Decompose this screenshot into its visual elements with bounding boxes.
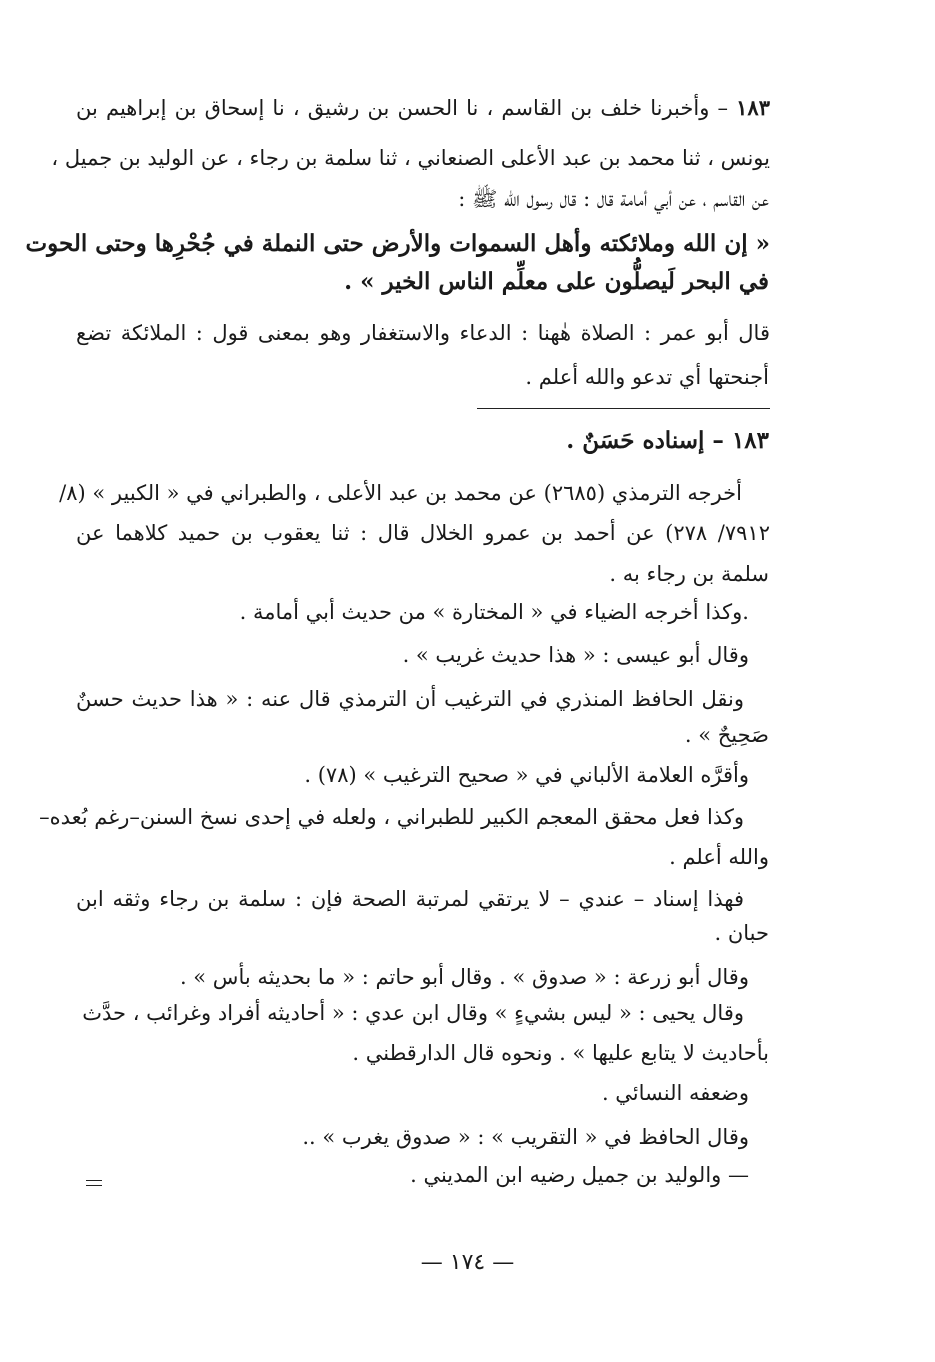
footnote-line-10: والله أعلم . [669, 845, 769, 869]
footnote-line-2: ٧٩١٢/ ٢٧٨) عن أحمد بن عمرو الخلال قال : ثنا يعقوب بن حميد كلاهما عن [76, 521, 770, 545]
footnote-line-14: وقال يحيى : « ليس بشيءٍ » وقال ابن عدي : « أحاديثه أفراد وغرائب ، حدَّث [82, 1001, 744, 1025]
footnote-line-6: ونقل الحافظ المنذري في الترغيب أن الترمذي قال عنه : « هذا حديث حسنٌ [76, 687, 744, 711]
page-number: — ١٧٤ — [420, 1250, 515, 1275]
footnote-line-8: وأقرَّه العلامة الألباني في « صحيح الترغيب » (٧٨) . [304, 763, 749, 787]
commentary-line-2: أجنحتها أي تدعو والله أعلم . [525, 365, 769, 389]
footnote-line-12: حبان . [714, 921, 769, 945]
footnote-line-15: بأحاديث لا يتابع عليها » . ونحوه قال الدارقطني . [352, 1041, 769, 1065]
hadith-number: ١٨٣ [736, 95, 770, 120]
hadith-line-2: يونس ، ثنا محمد بن عبد الأعلى الصنعاني ، ثنا سلمة بن رجاء ، عن الوليد بن جميل ، [51, 146, 770, 170]
footnote-separator [477, 408, 770, 409]
hadith-line-1: ١٨٣ – وأخبرنا خلف بن القاسم ، نا الحسن بن رشيق ، نا إسحاق بن إبراهيم بن [76, 95, 770, 120]
footnote-line-11: فهذا إسناد – عندي – لا يرتقي لمرتبة الصحة فإن : سلمة بن رجاء وثقه ابن [76, 887, 744, 911]
footnote-line-5: وقال أبو عيسى : « هذا حديث غريب » . [402, 643, 749, 667]
footnote-line-3: سلمة بن رجاء به . [609, 562, 769, 586]
hadith-line-3: عن القاسم ، عن أبي أمامة قال : قال رسول الله ﷺ : [458, 187, 769, 211]
footnote-line-16: وضعفه النسائي . [601, 1081, 749, 1105]
footnote-line-18: — والوليد بن جميل رضيه ابن المديني . [410, 1163, 749, 1187]
footnote-line-1: أخرجه الترمذي (٢٦٨٥) عن محمد بن عبد الأعلى ، والطبراني في « الكبير » (٨/ [59, 481, 742, 505]
footnote-heading: ١٨٣ – إسناده حَسَنٌ . [566, 427, 769, 454]
hadith-text-line-1: « إن الله وملائكته وأهل السموات والأرض حتى النملة في جُحْرِها وحتى الحوت [25, 230, 770, 257]
footnote-line-9: وكذا فعل محقق المعجم الكبير للطبراني ، ولعله في إحدى نسخ السنن–رغم بُعده– [39, 805, 744, 829]
commentary-line-1: قال أبو عمر : الصلاة هٰهنا : الدعاء والاستغفار وهو بمعنى قول : الملائكة تضع [76, 321, 770, 345]
hadith-text-line-2: في البحر لَيصلُّون على معلِّم الناس الخير » . [344, 268, 769, 295]
footnote-line-7: صَحِيحٌ » . [684, 723, 769, 747]
footnote-line-17: وقال الحافظ في « التقريب » : « صدوق يغرب » .. [302, 1125, 749, 1149]
footnote-line-13: وقال أبو زرعة : « صدوق » . وقال أبو حاتم : « ما بحديثه بأس » . [179, 965, 749, 989]
continuation-mark [86, 1180, 102, 1186]
footnote-line-4: .وكذا أخرجه الضياء في « المختارة » من حديث أبي أمامة . [239, 600, 749, 624]
